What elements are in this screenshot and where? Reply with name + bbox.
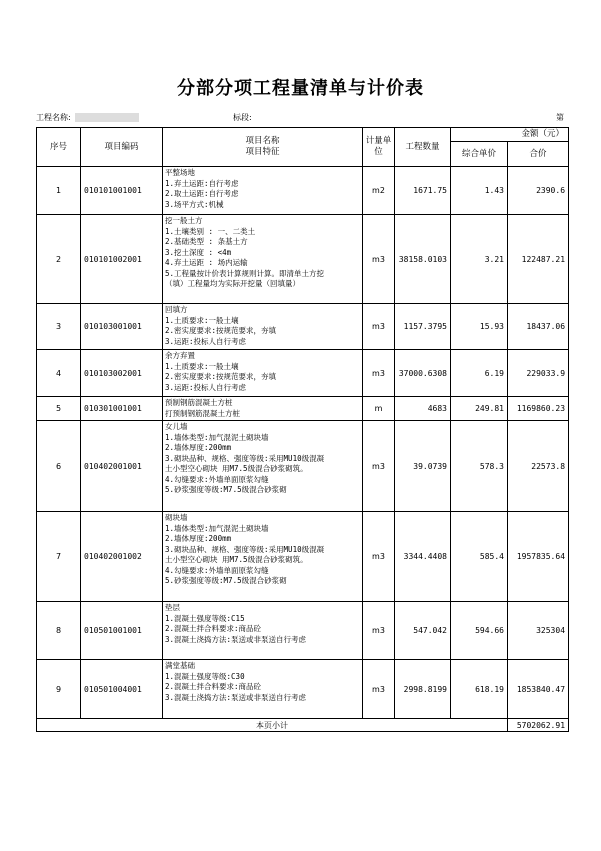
table-row: [37, 660, 569, 719]
subtotal-row: [37, 719, 569, 732]
row-unit-price: 3.21: [451, 215, 508, 304]
feature-line: 挖一般土方: [165, 216, 203, 225]
row-unit-price: 15.93: [451, 304, 508, 350]
row-total: 22573.8: [508, 421, 569, 512]
feature-line: 2.混凝土拌合料要求:商品砼: [165, 682, 262, 691]
feature-line: 砌块墙: [165, 513, 188, 522]
row-code: 010101002001: [81, 215, 163, 304]
feature-line: 1.弃土运距:自行考虑: [165, 178, 239, 188]
row-qty: 3344.4408: [395, 512, 451, 602]
row-code: 010402001001: [81, 421, 163, 512]
row-unit: m3: [363, 602, 395, 660]
row-features: [163, 304, 363, 350]
row-total: 122487.21: [508, 215, 569, 304]
feature-line: 2.墙体厚度:200mm: [165, 534, 232, 543]
row-unit-price: 249.81: [451, 397, 508, 421]
feature-line: 2.密实度要求:按规范要求，夯填: [165, 326, 277, 335]
table-row: [37, 215, 569, 304]
row-unit: m3: [363, 660, 395, 719]
bill-of-quantities-table: [36, 127, 569, 732]
row-unit-price: 594.66: [451, 602, 508, 660]
row-seq: 3: [37, 304, 81, 350]
feature-line: 3.挖土深度 : <4m: [165, 247, 232, 257]
page-label: 第: [556, 113, 564, 122]
feature-line: 3.运距:投标人自行考虑: [165, 382, 247, 392]
feature-line: 3.砌块品种、规格、强度等级:采用MU10级混凝: [165, 453, 325, 463]
row-unit: m3: [363, 215, 395, 304]
header-seq: 序号: [37, 128, 81, 167]
feature-line: 2.取土运距:自行考虑: [165, 189, 239, 198]
row-features: [163, 215, 363, 304]
feature-line: 3.混凝土浇捣方法:泵送或非泵送自行考虑: [165, 634, 307, 644]
row-unit-price: 618.19: [451, 660, 508, 719]
row-seq: 2: [37, 215, 81, 304]
row-code: 010501001001: [81, 602, 163, 660]
feature-line: 土小型空心砌块 用M7.5级混合砂浆砌筑。: [165, 464, 308, 473]
project-name-label: 工程名称:: [36, 113, 71, 122]
feature-line: 4.勾缝要求:外墙单面原浆勾缝: [165, 565, 269, 575]
row-qty: 39.0739: [395, 421, 451, 512]
row-qty: 37000.6308: [395, 350, 451, 397]
row-qty: 1671.75: [395, 167, 451, 215]
row-code: 010301001001: [81, 397, 163, 421]
row-seq: 7: [37, 512, 81, 602]
row-unit: m3: [363, 421, 395, 512]
feature-line: 1.土壤类别 : 一、二类土: [165, 226, 256, 236]
feature-line: 垫层: [165, 603, 180, 612]
header-qty: 工程数量: [395, 128, 451, 167]
row-unit: m2: [363, 167, 395, 215]
header-name-line2: 项目特征: [245, 147, 280, 157]
feature-line: 1.土质要求:一般土壤: [165, 315, 239, 325]
row-features: [163, 512, 363, 602]
row-seq: 8: [37, 602, 81, 660]
feature-line: 平整场地: [165, 168, 195, 177]
feature-line: 女儿墙: [165, 422, 188, 431]
row-qty: 4683: [395, 397, 451, 421]
feature-line: 5.工程量按计价表计算规则计算。即清单土方挖: [165, 268, 325, 278]
row-qty: 2998.8199: [395, 660, 451, 719]
row-unit-price: 1.43: [451, 167, 508, 215]
row-features: [163, 397, 363, 421]
feature-line: 余方弃置: [165, 351, 195, 360]
table-row: [37, 397, 569, 421]
table-body: [37, 167, 569, 732]
row-code: 010101001001: [81, 167, 163, 215]
redacted-project-name: [75, 113, 139, 122]
feature-line: 5.砂浆强度等级:M7.5级混合砂浆砌: [165, 576, 287, 585]
header-amount: 金额（元）: [451, 128, 569, 142]
row-features: [163, 602, 363, 660]
row-unit: m3: [363, 350, 395, 397]
row-features: [163, 660, 363, 719]
feature-line: 3.运距:投标人自行考虑: [165, 336, 247, 346]
feature-line: 1.混凝土强度等级:C15: [165, 613, 245, 623]
table-row: [37, 167, 569, 215]
feature-line: 1.墙体类型:加气混泥土砌块墙: [165, 523, 269, 533]
table-row: [37, 350, 569, 397]
row-total: 1169860.23: [508, 397, 569, 421]
subtotal-label: 本页小计: [37, 719, 508, 732]
feature-line: 1.土质要求:一般土壤: [165, 361, 239, 371]
project-name-field: [36, 112, 139, 123]
row-total: 1853840.47: [508, 660, 569, 719]
table-row: [37, 304, 569, 350]
feature-line: 2.墙体厚度:200mm: [165, 443, 232, 452]
header-name-line1: 项目名称: [245, 136, 280, 146]
feature-line: 3.砌块品种、规格、强度等级:采用MU10级混凝: [165, 544, 325, 554]
row-seq: 4: [37, 350, 81, 397]
table-row: [37, 421, 569, 512]
feature-line: 4.弃土运距 : 场内运输: [165, 258, 248, 267]
row-features: [163, 421, 363, 512]
feature-line: 打预制钢筋混凝土方桩: [165, 408, 240, 418]
row-qty: 547.042: [395, 602, 451, 660]
row-code: 010103002001: [81, 350, 163, 397]
row-unit-price: 585.4: [451, 512, 508, 602]
row-unit-price: 6.19: [451, 350, 508, 397]
row-unit: m3: [363, 304, 395, 350]
feature-line: 4.勾缝要求:外墙单面原浆勾缝: [165, 474, 269, 484]
row-qty: 1157.3795: [395, 304, 451, 350]
row-total: 2390.6: [508, 167, 569, 215]
feature-line: 土小型空心砌块 用M7.5级混合砂浆砌筑。: [165, 555, 308, 564]
header-total: 合价: [508, 142, 569, 167]
row-seq: 5: [37, 397, 81, 421]
header-name: [163, 128, 363, 167]
row-seq: 1: [37, 167, 81, 215]
feature-line: 满堂基础: [165, 661, 195, 670]
row-code: 010103001001: [81, 304, 163, 350]
row-unit: m: [363, 397, 395, 421]
table-row: [37, 512, 569, 602]
feature-line: 预制钢筋混凝土方桩: [165, 398, 233, 407]
header-unit-price: 综合单价: [451, 142, 508, 167]
feature-line: 回填方: [165, 305, 188, 314]
page-title: 分部分项工程量清单与计价表: [177, 78, 424, 99]
header-code: 项目编码: [81, 128, 163, 167]
section-label: 标段:: [233, 113, 252, 122]
feature-line: 1.墙体类型:加气混泥土砌块墙: [165, 432, 269, 442]
row-code: 010402001002: [81, 512, 163, 602]
table-row: [37, 602, 569, 660]
row-unit: m3: [363, 512, 395, 602]
row-qty: 38158.0103: [395, 215, 451, 304]
feature-line: 3.混凝土浇捣方法:泵送或非泵送自行考虑: [165, 692, 307, 702]
row-code: 010501004001: [81, 660, 163, 719]
header-unit: 计量单位: [363, 128, 395, 167]
row-features: [163, 167, 363, 215]
feature-line: （填）工程量均为实际开挖量（回填量）: [165, 279, 300, 288]
feature-line: 3.场平方式:机械: [165, 199, 224, 209]
feature-line: 2.混凝土拌合料要求:商品砼: [165, 624, 262, 633]
row-seq: 9: [37, 660, 81, 719]
subtotal-total: 5702062.91: [508, 719, 569, 732]
row-total: 325304: [508, 602, 569, 660]
feature-line: 1.混凝土强度等级:C30: [165, 671, 245, 681]
row-unit-price: 578.3: [451, 421, 508, 512]
feature-line: 2.基础类型 : 条基土方: [165, 237, 248, 246]
feature-line: 2.密实度要求:按规范要求，夯填: [165, 372, 277, 381]
row-seq: 6: [37, 421, 81, 512]
row-total: 229033.9: [508, 350, 569, 397]
row-total: 1957835.64: [508, 512, 569, 602]
feature-line: 5.砂浆强度等级:M7.5级混合砂浆砌: [165, 485, 287, 494]
row-features: [163, 350, 363, 397]
row-total: 18437.06: [508, 304, 569, 350]
